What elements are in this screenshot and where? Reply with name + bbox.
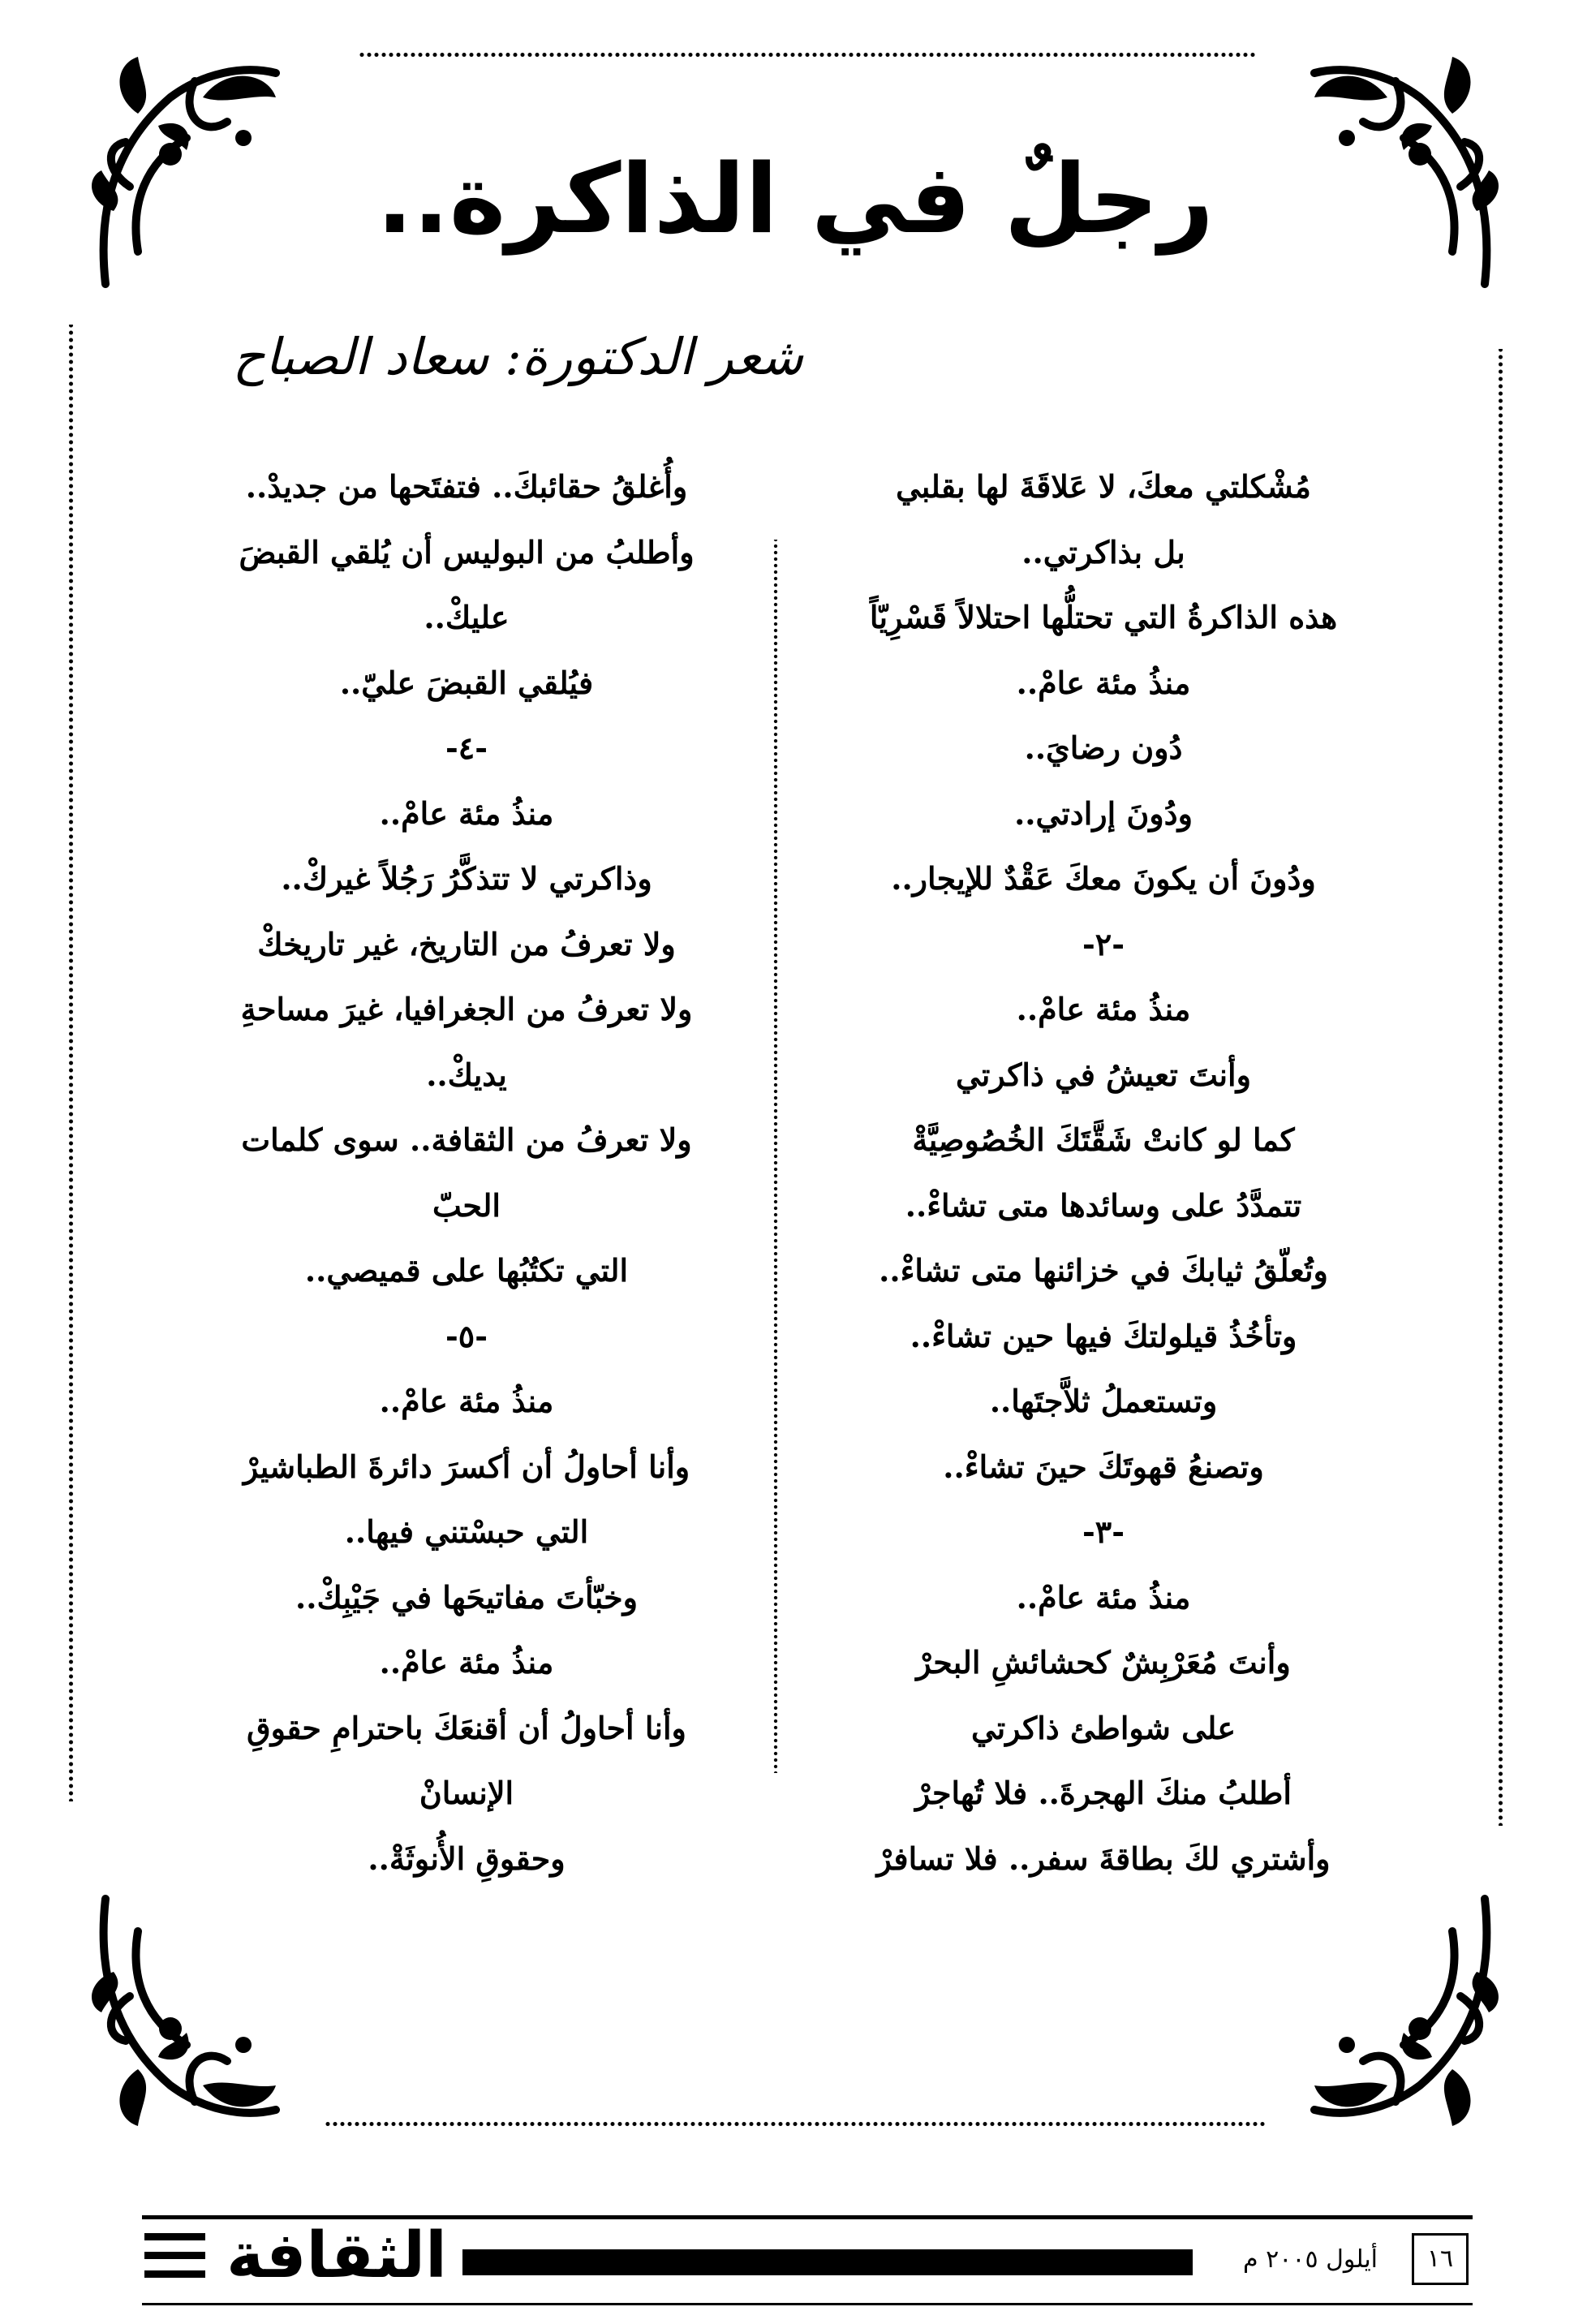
footer-bar-left-2 [144, 2252, 205, 2259]
bottom-right-ornament-icon [1298, 1891, 1509, 2134]
poem-line: التي حبسْتني فيها.. [344, 1513, 589, 1550]
poem-line: وتُعلّقُ ثيابكَ في خزائنها متى تشاءْ.. [879, 1252, 1328, 1289]
poem-author: شعر الدكتورة: سعاد الصباح [232, 327, 803, 386]
poem-line: منذُ مئة عامْ.. [379, 794, 554, 832]
poem-line: منذُ مئة عامْ.. [379, 1644, 554, 1681]
section-number: -٥- [445, 1317, 488, 1354]
poem-line: وأنتَ مُعَرْبِشٌ كحشائشِ البحرْ [916, 1644, 1291, 1681]
poem-line: وأنتَ تعيشُ في ذاكرتي [956, 1056, 1251, 1093]
poem-line: منذُ مئة عامْ.. [1016, 664, 1191, 701]
poem-left-column [187, 454, 746, 1891]
poem-line: أطلبُ منكَ الهجرةَ.. فلا تُهاجرْ [915, 1775, 1292, 1811]
poem-line: وتأخُذُ قيلولتكَ فيها حين تشاءْ.. [910, 1317, 1297, 1354]
poem-line: كما لو كانتْ شَقَّتَكَ الخُصُوصِيَّةْ [912, 1121, 1295, 1158]
top-left-ornament-icon [81, 49, 292, 292]
poem-line: يديكْ.. [426, 1056, 507, 1093]
top-dotted-border [357, 47, 1258, 62]
top-right-ornament-icon [1298, 49, 1509, 292]
poem-line: وأطلبُ من البوليس أن يُلقي القبضَ [239, 533, 695, 570]
poem-line: ولا تعرفُ من الجغرافيا، غيرَ مساحةِ [240, 991, 693, 1027]
section-number: -٣- [1082, 1513, 1125, 1550]
poem-line: منذُ مئة عامْ.. [379, 1383, 554, 1419]
poem-line: وتستعملُ ثلاَّجتَها.. [989, 1383, 1218, 1419]
poem-line: وخبّأتَ مفاتيحَها في جَيْبِكْ.. [295, 1578, 638, 1616]
poem-line: وذاكرتي لا تتذكَّرُ رَجُلاً غيركْ.. [281, 860, 652, 897]
poem-line: على شواطئ ذاكرتي [970, 1709, 1236, 1746]
page-number: ١٦ [1412, 2233, 1469, 2285]
issue-date: أيلول ٢٠٠٥ م [1242, 2245, 1378, 2274]
poem-line: وأشتري لكَ بطاقةَ سفر.. فلا تسافرْ [876, 1840, 1331, 1877]
poem-line: التي تكتُبُها على قميصي.. [304, 1252, 629, 1289]
poem-line: مُشْكلتي معكَ، لا عَلاقَةَ لها بقلبي [896, 468, 1311, 505]
poem-title: رجلٌ في الذاكرة.. [376, 143, 1214, 255]
poem-line: وأُغلقُ حقائبكَ.. فتفتَحها من جديدْ.. [245, 468, 688, 505]
footer-bottom-rule [142, 2303, 1473, 2305]
poem-right-column [819, 454, 1387, 1891]
poem-line: ولا تعرفُ من الثقافة.. سوى كلمات [241, 1121, 692, 1158]
poem-line: ودُونَ إرادتي.. [1014, 794, 1193, 832]
poem-line: الإنسانْ [419, 1775, 514, 1811]
footer-bar-main [462, 2249, 1193, 2275]
poem-line: منذُ مئة عامْ.. [1016, 991, 1191, 1027]
poem-line: عليكْ.. [424, 599, 510, 635]
poem-line: بل بذاكرتي.. [1021, 533, 1185, 570]
poem-line: هذه الذاكرةُ التي تحتلُّها احتلالاً قَسْرِيّاً [869, 599, 1338, 635]
footer-bar-left-1 [144, 2233, 205, 2240]
column-divider [771, 540, 781, 1773]
poem-line: تتمدَّدُ على وسائدها متى تشاءْ.. [905, 1186, 1302, 1224]
poem-line: وأنا أحاولُ أن أكسرَ دائرةَ الطباشيرْ [243, 1448, 690, 1485]
poem-line: وتصنعُ قهوتَكَ حينَ تشاءْ.. [943, 1448, 1264, 1485]
right-dotted-border [1493, 349, 1507, 1826]
poem-line: وأنا أحاولُ أن أقنعَكَ باحترامِ حقوقِ [247, 1709, 686, 1746]
poem-line: ولا تعرفُ من التاريخ، غير تاريخكْ [257, 925, 676, 962]
poem-line: ودُونَ أن يكونَ معكَ عَقْدٌ للإيجار.. [891, 860, 1316, 897]
poem-line: فيُلقي القبضَ عليّ.. [339, 664, 594, 701]
footer-bar-left-3 [144, 2270, 205, 2278]
section-number: -٢- [1082, 925, 1125, 962]
section-number: -٤- [445, 729, 488, 766]
magazine-masthead: الثقافة [226, 2219, 447, 2292]
poem-line: منذُ مئة عامْ.. [1016, 1578, 1191, 1616]
left-dotted-border [63, 325, 78, 1801]
poem-line: الحبّ [432, 1186, 501, 1224]
poem-line: وحقوقِ الأُنوثَةْ.. [368, 1840, 566, 1877]
bottom-dotted-border [325, 2116, 1266, 2131]
bottom-left-ornament-icon [81, 1891, 292, 2134]
poem-line: دُون رضايَ.. [1024, 729, 1183, 766]
